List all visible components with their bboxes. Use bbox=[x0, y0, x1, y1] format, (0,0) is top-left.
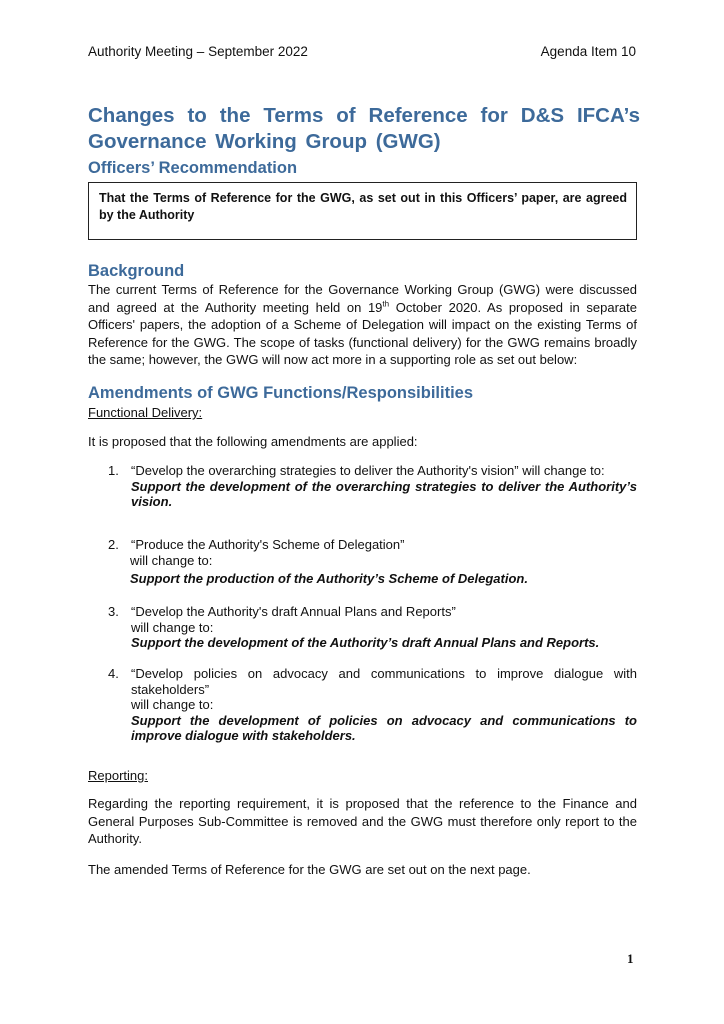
item-change-text: will change to: bbox=[131, 619, 214, 635]
item-number: 2. bbox=[108, 537, 119, 552]
functional-delivery-subheading: Functional Delivery: bbox=[88, 405, 203, 420]
background-text-part2: October 2020. As proposed in separate Officers' papers, the adoption of a Scheme of Delegation will impact on the existing Terms of Reference for the GWG. The scope of tasks (functional delivery) for the GWG remains broadly the same; however, the GWG will now act more in a supporting role as set out below: bbox=[88, 299, 637, 368]
header-meeting: Authority Meeting – September 2022 bbox=[88, 44, 308, 59]
closing-paragraph: The amended Terms of Reference for the GWG are set out on the next page. bbox=[88, 862, 531, 877]
item-old-text: “Produce the Authority's Scheme of Delegation” bbox=[131, 537, 405, 552]
item-change-text: will change to: bbox=[130, 552, 213, 568]
page-number: 1 bbox=[627, 951, 634, 966]
item-number: 1. bbox=[108, 463, 119, 478]
item-old-text: “Develop the Authority's draft Annual Plans and Reports” bbox=[131, 604, 456, 619]
list-item bbox=[88, 537, 637, 587]
item-number: 3. bbox=[108, 604, 119, 619]
background-text-part1: The current Terms of Reference for the Governance Working Group (GWG) were discussed and agreed at the Authority meeting held on 19 bbox=[88, 282, 637, 315]
item-change-text: will change to: bbox=[131, 697, 214, 712]
list-item bbox=[88, 666, 637, 744]
item-new-text: Support the development of the overarching strategies to deliver the Authority’s vision. bbox=[131, 478, 637, 509]
recommendation-heading: Officers’ Recommendation bbox=[88, 159, 298, 177]
item-new-text: Support the production of the Authority’s Scheme of Delegation. bbox=[130, 571, 528, 586]
item-old-text: “Develop the overarching strategies to deliver the Authority's vision” will change to: bbox=[131, 463, 605, 478]
recommendation-box bbox=[88, 182, 637, 240]
reporting-heading: Reporting: bbox=[88, 768, 148, 783]
item-old-text: “Develop policies on advocacy and communications to improve dialogue with stakeholders” bbox=[131, 666, 637, 697]
list-item bbox=[88, 604, 637, 651]
amendments-heading: Amendments of GWG Functions/Responsibilities bbox=[88, 384, 474, 402]
header-agenda-item: Agenda Item 10 bbox=[540, 44, 636, 59]
reporting-paragraph: Regarding the reporting requirement, it is proposed that the reference to the Finance and General Purposes Sub-Committee is removed and the GWG must therefore only report to the Authority. bbox=[88, 796, 637, 847]
list-item bbox=[88, 463, 637, 510]
background-paragraph bbox=[88, 281, 637, 369]
item-new-text: Support the development of policies on advocacy and communications to improve dialogue with stakeholders. bbox=[131, 712, 637, 743]
amendments-intro: It is proposed that the following amendments are applied: bbox=[88, 434, 418, 449]
recommendation-text: That the Terms of Reference for the GWG, as set out in this Officers’ paper, are agreed by the Authority bbox=[99, 191, 627, 222]
page-header bbox=[88, 44, 636, 60]
ordinal-suffix: th bbox=[382, 299, 390, 309]
background-heading: Background bbox=[88, 262, 185, 280]
item-number: 4. bbox=[108, 666, 119, 681]
item-new-text: Support the development of the Authority’s draft Annual Plans and Reports. bbox=[131, 635, 600, 650]
document-title: Changes to the Terms of Reference for D&S IFCA’s Governance Working Group (GWG) bbox=[88, 104, 640, 153]
